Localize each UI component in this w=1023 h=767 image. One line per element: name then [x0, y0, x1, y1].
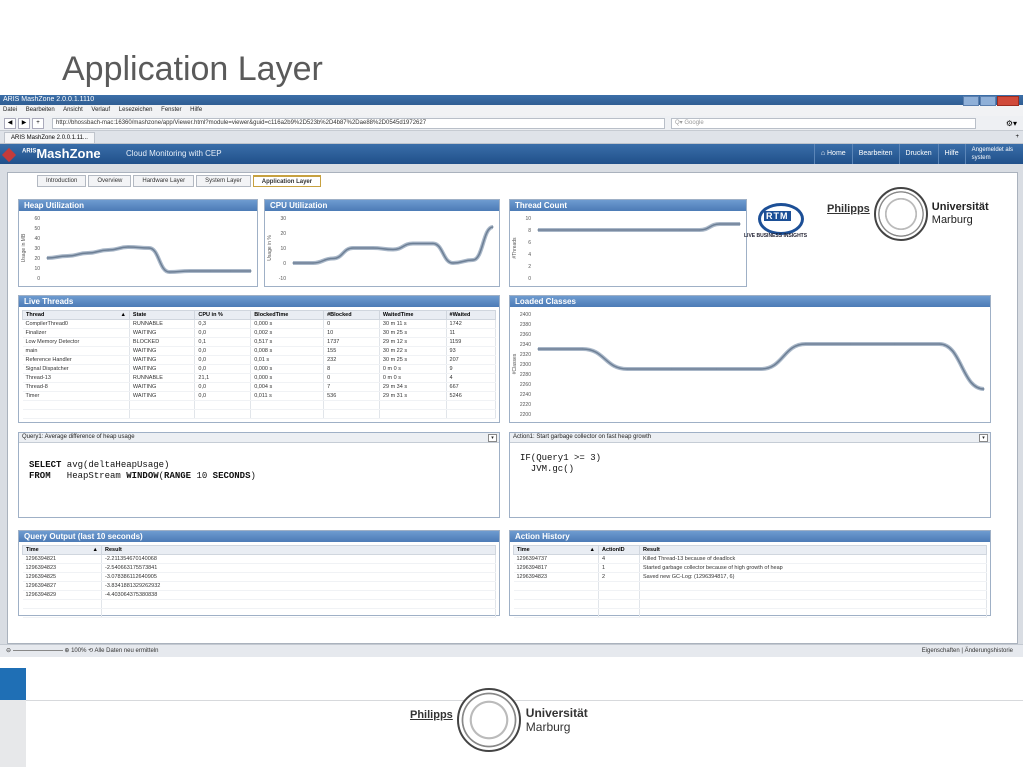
search-input[interactable]: Q▾ Google [671, 118, 976, 129]
table-cell: 29 m 12 s [379, 338, 446, 347]
url-input[interactable]: http://bhossbach-mac:16360/mashzone/app/Viewer.html?module=viewer&guid=c116a2b9%2D523b%2D4b87%2Dae88%2D0545d1972627 [52, 118, 665, 129]
table-cell: 1296394823 [23, 564, 102, 573]
table-cell: 7 [324, 383, 380, 392]
table-cell: -3.078386112640905 [102, 573, 496, 582]
table-row[interactable] [23, 573, 496, 582]
table-cell: 0,517 s [251, 338, 324, 347]
table-cell: 1296394821 [23, 555, 102, 564]
browser-tabstrip [0, 131, 1023, 144]
data-point [659, 229, 660, 230]
loaded-classes-chart [510, 308, 990, 422]
settings-icon[interactable]: ⚙▾ [1005, 118, 1017, 128]
y-tick-label: 8 [528, 228, 531, 234]
app-subtitle: Cloud Monitoring with CEP [126, 149, 222, 158]
table-cell: -2.211354670140068 [102, 555, 496, 564]
loaded-classes-panel [509, 295, 991, 423]
data-point [739, 223, 740, 224]
table-row[interactable] [23, 582, 496, 591]
query-selector[interactable]: Query1: Average difference of heap usage [22, 434, 135, 440]
menu-history[interactable]: Verlauf [91, 107, 111, 113]
data-point [169, 271, 170, 272]
table-cell: Signal Dispatcher [23, 365, 130, 374]
heap-panel [18, 199, 258, 287]
table-cell: 4 [599, 555, 640, 564]
data-point [108, 249, 109, 250]
table-row[interactable] [23, 329, 496, 338]
table-cell: 0,0 [195, 365, 251, 374]
table-cell: 667 [446, 383, 495, 392]
add-tab-icon[interactable]: + [1015, 134, 1019, 140]
series-line [538, 344, 984, 389]
properties-links[interactable]: Eigenschaften | Änderungshistorie [921, 648, 1013, 654]
data-point [719, 223, 720, 224]
table-cell: BLOCKED [129, 338, 195, 347]
table-cell: 93 [446, 347, 495, 356]
sort-asc-icon: ▲ [92, 547, 98, 553]
data-point [210, 270, 211, 271]
table-cell: 0,0 [195, 329, 251, 338]
table-cell: 1296394823 [514, 573, 599, 582]
table-cell: main [23, 347, 130, 356]
data-point [805, 343, 806, 344]
data-point [250, 270, 251, 271]
table-cell: 30 m 11 s [379, 320, 446, 329]
col-time[interactable]: Time ▲ [23, 546, 102, 555]
table-cell: 0,0 [195, 383, 251, 392]
query-editor[interactable] [18, 432, 500, 518]
table-cell: 1 [599, 564, 640, 573]
col-waited[interactable]: #Waited [446, 311, 495, 320]
data-point [67, 255, 68, 256]
table-cell: 1159 [446, 338, 495, 347]
data-point [46, 257, 47, 258]
y-tick-label: 2220 [519, 402, 531, 408]
data-point [939, 343, 940, 344]
app-header [0, 144, 1023, 164]
table-cell: 1296394829 [23, 591, 102, 600]
logo-icon [2, 148, 16, 162]
y-tick-label: 2 [528, 264, 531, 270]
menu-edit[interactable]: Bearbeiten [25, 107, 55, 113]
table-cell: 0,002 s [251, 329, 324, 338]
data-point [472, 259, 473, 260]
table-cell: 2 [599, 573, 640, 582]
tab-application-layer[interactable]: Application Layer [253, 175, 321, 187]
table-cell: RUNNABLE [129, 320, 195, 329]
cpu-panel [264, 199, 500, 287]
thread-count-panel [509, 199, 747, 287]
query-output-panel [18, 530, 500, 616]
table-cell: 30 m 22 s [379, 347, 446, 356]
table-cell: 0 m 0 s [379, 374, 446, 383]
table-row[interactable] [23, 555, 496, 564]
y-tick-label: 30 [280, 216, 286, 222]
data-point [492, 226, 493, 227]
data-point [598, 229, 599, 230]
table-cell: 1296394825 [23, 573, 102, 582]
query-output-title: Query Output (last 10 seconds) [19, 531, 499, 542]
data-point [128, 246, 129, 247]
maximize-icon[interactable] [980, 96, 996, 106]
data-point [352, 247, 353, 248]
live-threads-panel [18, 295, 500, 423]
table-cell: 0,004 s [251, 383, 324, 392]
minimize-icon[interactable] [963, 96, 979, 106]
tab-overview[interactable]: Overview [88, 175, 131, 187]
y-tick-label: 2320 [519, 352, 531, 358]
table-cell: 0 m 0 s [379, 365, 446, 374]
table-row[interactable] [23, 356, 496, 365]
table-cell: 155 [324, 347, 380, 356]
data-point [189, 270, 190, 271]
table-cell: Timer [23, 392, 130, 401]
table-cell: Reference Handler [23, 356, 130, 365]
table-cell: WAITING [129, 392, 195, 401]
col-time[interactable]: Time ▲ [514, 546, 599, 555]
table-cell: 0 [324, 320, 380, 329]
table-cell: CompilerThread0 [23, 320, 130, 329]
empty-row [23, 609, 496, 618]
table-cell: 0,01 s [251, 356, 324, 365]
y-axis-title: Usage in MB [21, 233, 27, 263]
login-status[interactable]: Angemeldet als system [965, 144, 1019, 164]
col-result[interactable]: Result [102, 546, 496, 555]
query-code[interactable]: SELECT avg(deltaHeapUsage) FROM HeapStream WINDOW(RANGE 10 SECONDS) [29, 460, 256, 481]
table-cell: -3.8341881329262932 [102, 582, 496, 591]
menu-window[interactable]: Fenster [161, 107, 182, 113]
data-point [578, 229, 579, 230]
empty-row [514, 582, 987, 591]
navigation-toolbar [0, 116, 1023, 131]
data-point [638, 229, 639, 230]
table-row[interactable] [23, 374, 496, 383]
app-nav [814, 144, 1019, 164]
action-selector[interactable]: Action1: Start garbage collector on fast heap growth [513, 434, 652, 440]
col-blocked[interactable]: #Blocked [324, 311, 380, 320]
y-tick-label: 2400 [519, 312, 531, 318]
data-point [760, 368, 761, 369]
university-logo: Philipps Universität Marburg [827, 187, 989, 241]
tab-introduction[interactable]: Introduction [37, 175, 86, 187]
table-cell: WAITING [129, 365, 195, 374]
data-point [894, 343, 895, 344]
col-thread[interactable]: Thread ▲ [23, 311, 130, 320]
table-cell: 232 [324, 356, 380, 365]
heap-panel-title: Heap Utilization [19, 200, 257, 211]
chevron-down-icon[interactable]: ▾ [979, 434, 988, 442]
series-line [47, 247, 251, 272]
table-cell: WAITING [129, 347, 195, 356]
sort-asc-icon: ▲ [120, 312, 126, 318]
footer-accent [0, 668, 26, 700]
table-row[interactable] [23, 392, 496, 401]
table-cell: Killed Thread-13 because of deadlock [640, 555, 987, 564]
y-tick-label: 4 [528, 252, 531, 258]
data-point [618, 229, 619, 230]
table-cell: 1296394737 [514, 555, 599, 564]
y-tick-label: 2200 [519, 412, 531, 418]
y-tick-label: 60 [34, 216, 40, 222]
table-cell: Finalizer [23, 329, 130, 338]
table-cell: 29 m 31 s [379, 392, 446, 401]
table-cell: WAITING [129, 383, 195, 392]
browser-tab[interactable]: ARIS MashZone 2.0.0.1.11... [4, 132, 95, 143]
zoom-out-icon[interactable]: ⊖ [6, 648, 12, 654]
data-point [537, 348, 538, 349]
table-cell: Low Memory Detector [23, 338, 130, 347]
table-cell: 0,000 s [251, 374, 324, 383]
empty-row [514, 591, 987, 600]
app-logo: $^{ARIS}$MashZone [22, 146, 101, 161]
table-cell: 9 [446, 365, 495, 374]
data-point [332, 258, 333, 259]
table-row[interactable] [514, 555, 987, 564]
table-cell: 11 [446, 329, 495, 338]
university-seal [874, 187, 928, 241]
action-history-table [513, 545, 987, 618]
table-cell: 0,000 s [251, 365, 324, 374]
series-line-shadow [538, 344, 984, 389]
page-tabs [37, 175, 323, 187]
y-tick-label: 0 [37, 276, 40, 282]
data-point [452, 262, 453, 263]
action-editor[interactable] [509, 432, 991, 518]
data-point [582, 348, 583, 349]
y-tick-label: 2260 [519, 382, 531, 388]
data-point [432, 243, 433, 244]
table-cell: 0,011 s [251, 392, 324, 401]
data-point [412, 243, 413, 244]
empty-row [23, 600, 496, 609]
back-icon[interactable]: ◀ [4, 118, 16, 129]
y-axis-title: #Threads [512, 237, 518, 259]
y-tick-label: 20 [34, 256, 40, 262]
menubar [0, 105, 1023, 116]
table-cell: 0,0 [195, 392, 251, 401]
table-cell: WAITING [129, 356, 195, 365]
table-cell: Saved new GC-Log: (1296394817, 6) [640, 573, 987, 582]
close-icon[interactable] [997, 96, 1019, 106]
table-row[interactable] [514, 573, 987, 582]
home-button[interactable]: ⌂ Home [814, 144, 852, 164]
data-point [148, 247, 149, 248]
y-tick-label: 2280 [519, 372, 531, 378]
data-point [537, 229, 538, 230]
empty-row [23, 410, 496, 419]
data-point [699, 229, 700, 230]
tab-hardware-layer[interactable]: Hardware Layer [133, 175, 194, 187]
screenshot [0, 95, 1023, 657]
col-cpu[interactable]: CPU in % [195, 311, 251, 320]
data-point [372, 247, 373, 248]
window-titlebar [0, 95, 1023, 105]
y-tick-label: 30 [34, 246, 40, 252]
table-cell: -2.540663175573841 [102, 564, 496, 573]
data-point [230, 270, 231, 271]
data-point [716, 368, 717, 369]
table-cell: Thread-13 [23, 374, 130, 383]
table-cell: 0,3 [195, 320, 251, 329]
query-output-table [22, 545, 496, 618]
table-cell: 4 [446, 374, 495, 383]
zoom-level: 100% [71, 648, 87, 654]
rtm-logo: RTM LIVE BUSINESS INSIGHTS [748, 199, 810, 243]
menu-help[interactable]: Hilfe [190, 107, 203, 113]
table-cell: 0,1 [195, 338, 251, 347]
table-row[interactable] [23, 347, 496, 356]
action-code[interactable]: IF(Query1 >= 3) JVM.gc() [520, 453, 602, 474]
col-result[interactable]: Result [640, 546, 987, 555]
table-cell: 1296394827 [23, 582, 102, 591]
y-tick-label: 10 [34, 266, 40, 272]
table-cell: 29 m 34 s [379, 383, 446, 392]
table-cell: 0,000 s [251, 320, 324, 329]
heap-chart [19, 212, 257, 286]
table-cell: RUNNABLE [129, 374, 195, 383]
window-title: ARIS MashZone 2.0.0.1.1110 [3, 96, 95, 103]
table-row[interactable] [23, 564, 496, 573]
table-row[interactable] [23, 365, 496, 374]
series-line [293, 227, 493, 263]
y-tick-label: 0 [528, 276, 531, 282]
table-row[interactable] [23, 383, 496, 392]
data-point [850, 343, 851, 344]
loaded-classes-title: Loaded Classes [510, 296, 990, 307]
zoom-slider[interactable] [13, 650, 63, 651]
y-tick-label: 2340 [519, 342, 531, 348]
table-cell: 0,0 [195, 347, 251, 356]
action-history-title: Action History [510, 531, 990, 542]
col-state[interactable]: State [129, 311, 195, 320]
table-cell: 10 [324, 329, 380, 338]
table-cell: WAITING [129, 329, 195, 338]
y-tick-label: 50 [34, 226, 40, 232]
table-cell: 5246 [446, 392, 495, 401]
menu-view[interactable]: Ansicht [63, 107, 83, 113]
y-tick-label: 10 [525, 216, 531, 222]
table-cell: 21,1 [195, 374, 251, 383]
table-cell: 207 [446, 356, 495, 365]
empty-row [514, 609, 987, 618]
university-seal [457, 688, 521, 752]
table-cell: Thread-8 [23, 383, 130, 392]
table-cell: Started garbage collector because of high growth of heap [640, 564, 987, 573]
refresh-icon[interactable]: ⟲ [88, 648, 94, 654]
data-point [312, 262, 313, 263]
menu-file[interactable]: Datei [3, 107, 18, 113]
table-cell: 30 m 25 s [379, 356, 446, 365]
table-cell: 1742 [446, 320, 495, 329]
table-cell: 0 [324, 374, 380, 383]
y-tick-label: -10 [278, 276, 286, 282]
y-tick-label: 2380 [519, 322, 531, 328]
y-axis-title: #Classes [512, 353, 518, 375]
y-tick-label: 40 [34, 236, 40, 242]
data-point [671, 368, 672, 369]
table-cell: 30 m 25 s [379, 329, 446, 338]
sort-asc-icon: ▲ [589, 547, 595, 553]
y-tick-label: 6 [528, 240, 531, 246]
y-tick-label: 2360 [519, 332, 531, 338]
table-cell: 0,0 [195, 356, 251, 365]
data-point [87, 252, 88, 253]
data-point [627, 368, 628, 369]
footer-university-logo: Philipps Universität Marburg [410, 688, 588, 752]
table-cell: 1737 [324, 338, 380, 347]
table-cell: 536 [324, 392, 380, 401]
print-button[interactable]: Drucken [899, 144, 938, 164]
refresh-all-link[interactable]: Alle Daten neu ermitteln [94, 648, 159, 654]
table-row[interactable] [514, 564, 987, 573]
footer-sidebar [0, 700, 26, 767]
tab-system-layer[interactable]: System Layer [196, 175, 251, 187]
help-button[interactable]: Hilfe [938, 144, 965, 164]
action-history-panel [509, 530, 991, 616]
edit-button[interactable]: Bearbeiten [852, 144, 899, 164]
table-cell: 0,008 s [251, 347, 324, 356]
col-waitedtime[interactable]: WaitedTime [379, 311, 446, 320]
cpu-panel-title: CPU Utilization [265, 200, 499, 211]
y-tick-label: 2300 [519, 362, 531, 368]
y-tick-label: 10 [280, 246, 286, 252]
col-blockedtime[interactable]: BlockedTime [251, 311, 324, 320]
live-threads-title: Live Threads [19, 296, 499, 307]
live-threads-table [22, 310, 496, 419]
status-bar [0, 644, 1023, 657]
col-actionid[interactable]: ActionID [599, 546, 640, 555]
data-point [558, 229, 559, 230]
data-point [983, 388, 984, 389]
table-row[interactable] [23, 320, 496, 329]
table-row[interactable] [23, 591, 496, 600]
y-tick-label: 0 [283, 261, 286, 267]
home-icon: ⌂ [820, 150, 826, 157]
menu-bookmarks[interactable]: Lesezeichen [118, 107, 153, 113]
slide-title: Application Layer [62, 50, 323, 88]
y-tick-label: 20 [280, 231, 286, 237]
series-line-shadow [47, 247, 251, 272]
table-cell: 1296394817 [514, 564, 599, 573]
empty-row [23, 401, 496, 410]
empty-row [514, 600, 987, 609]
table-row[interactable] [23, 338, 496, 347]
new-tab-icon[interactable]: + [32, 118, 44, 129]
data-point [679, 229, 680, 230]
y-axis-title: Usage in % [267, 235, 273, 261]
table-cell: -4.403064375380838 [102, 591, 496, 600]
thread-count-chart [510, 212, 746, 286]
series-line-shadow [293, 227, 493, 263]
zoom-in-icon[interactable]: ⊕ [64, 648, 70, 654]
thread-count-panel-title: Thread Count [510, 200, 746, 211]
forward-icon[interactable]: ▶ [18, 118, 30, 129]
chevron-down-icon[interactable]: ▾ [488, 434, 497, 442]
data-point [392, 249, 393, 250]
table-cell: 8 [324, 365, 380, 374]
data-point [292, 262, 293, 263]
y-tick-label: 2240 [519, 392, 531, 398]
cpu-chart [265, 212, 499, 286]
